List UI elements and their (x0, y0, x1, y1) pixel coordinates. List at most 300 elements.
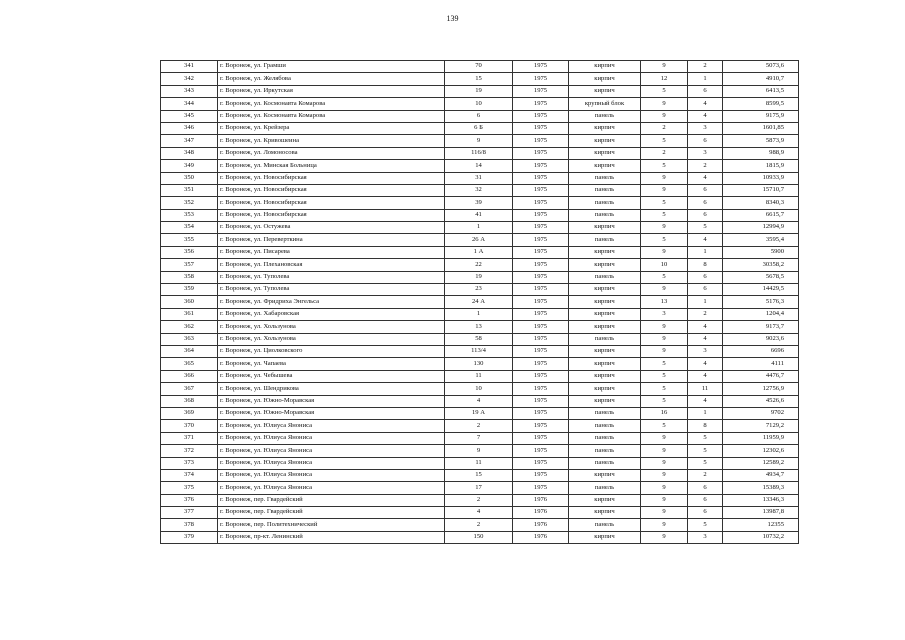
table-row (161, 457, 799, 469)
row-number-cell: 356 (161, 246, 218, 258)
address-cell: г. Воронеж, ул. Крейзера (218, 122, 445, 134)
table-row (161, 395, 799, 407)
row-number-cell: 341 (161, 61, 218, 73)
house-number-cell: 6 (445, 110, 513, 122)
address-cell: г. Воронеж, ул. Остужева (218, 222, 445, 234)
row-number-cell: 363 (161, 333, 218, 345)
area-cell: 10933,9 (723, 172, 799, 184)
floors-cell: 5 (641, 197, 688, 209)
house-number-cell: 11 (445, 457, 513, 469)
address-cell: г. Воронеж, пр-кт. Ленинский (218, 531, 445, 543)
year-cell: 1975 (513, 271, 569, 283)
material-cell: панель (569, 209, 641, 221)
house-number-cell: 70 (445, 61, 513, 73)
address-cell: г. Воронеж, ул. Хабаровская (218, 308, 445, 320)
address-cell: г. Воронеж, пер. Гвардейский (218, 507, 445, 519)
material-cell: панель (569, 271, 641, 283)
table-row (161, 61, 799, 73)
table-row (161, 110, 799, 122)
address-cell: г. Воронеж, ул. Циолковского (218, 345, 445, 357)
table-row (161, 209, 799, 221)
area-cell: 15389,3 (723, 482, 799, 494)
year-cell: 1975 (513, 284, 569, 296)
year-cell: 1975 (513, 395, 569, 407)
entrances-cell: 4 (688, 172, 723, 184)
material-cell: кирпич (569, 321, 641, 333)
row-number-cell: 353 (161, 209, 218, 221)
address-cell: г. Воронеж, ул. Хользунова (218, 321, 445, 333)
table-row (161, 147, 799, 159)
table-row (161, 172, 799, 184)
area-cell: 4910,7 (723, 73, 799, 85)
entrances-cell: 2 (688, 61, 723, 73)
year-cell: 1975 (513, 222, 569, 234)
row-number-cell: 375 (161, 482, 218, 494)
house-number-cell: 2 (445, 494, 513, 506)
year-cell: 1975 (513, 308, 569, 320)
entrances-cell: 6 (688, 85, 723, 97)
address-cell: г. Воронеж, ул. Юлиуса Янониса (218, 420, 445, 432)
row-number-cell: 347 (161, 135, 218, 147)
entrances-cell: 6 (688, 284, 723, 296)
material-cell: кирпич (569, 284, 641, 296)
address-cell: г. Воронеж, ул. Новосибирская (218, 197, 445, 209)
year-cell: 1975 (513, 73, 569, 85)
area-cell: 9175,9 (723, 110, 799, 122)
housing-registry-table (160, 60, 799, 544)
year-cell: 1975 (513, 197, 569, 209)
floors-cell: 5 (641, 271, 688, 283)
row-number-cell: 360 (161, 296, 218, 308)
table-row (161, 407, 799, 419)
address-cell: г. Воронеж, ул. Туполева (218, 284, 445, 296)
floors-cell: 9 (641, 507, 688, 519)
house-number-cell: 17 (445, 482, 513, 494)
year-cell: 1976 (513, 519, 569, 531)
house-number-cell: 22 (445, 259, 513, 271)
area-cell: 12994,9 (723, 222, 799, 234)
table-row (161, 469, 799, 481)
row-number-cell: 358 (161, 271, 218, 283)
row-number-cell: 351 (161, 184, 218, 196)
material-cell: кирпич (569, 345, 641, 357)
area-cell: 6615,7 (723, 209, 799, 221)
house-number-cell: 4 (445, 507, 513, 519)
table-row (161, 73, 799, 85)
house-number-cell: 150 (445, 531, 513, 543)
floors-cell: 5 (641, 160, 688, 172)
address-cell: г. Воронеж, ул. Юлиуса Янониса (218, 469, 445, 481)
year-cell: 1975 (513, 135, 569, 147)
row-number-cell: 346 (161, 122, 218, 134)
table-row (161, 432, 799, 444)
area-cell: 14429,5 (723, 284, 799, 296)
house-number-cell: 1 А (445, 246, 513, 258)
year-cell: 1975 (513, 482, 569, 494)
table-row (161, 271, 799, 283)
material-cell: кирпич (569, 122, 641, 134)
entrances-cell: 5 (688, 457, 723, 469)
house-number-cell: 19 А (445, 407, 513, 419)
floors-cell: 16 (641, 407, 688, 419)
material-cell: панель (569, 519, 641, 531)
entrances-cell: 6 (688, 197, 723, 209)
floors-cell: 9 (641, 246, 688, 258)
house-number-cell: 15 (445, 73, 513, 85)
row-number-cell: 355 (161, 234, 218, 246)
entrances-cell: 8 (688, 420, 723, 432)
address-cell: г. Воронеж, ул. Плехановская (218, 259, 445, 271)
area-cell: 15710,7 (723, 184, 799, 196)
year-cell: 1975 (513, 110, 569, 122)
table-row (161, 122, 799, 134)
table-row (161, 321, 799, 333)
table-row (161, 222, 799, 234)
entrances-cell: 1 (688, 73, 723, 85)
material-cell: кирпич (569, 73, 641, 85)
floors-cell: 9 (641, 321, 688, 333)
entrances-cell: 2 (688, 469, 723, 481)
material-cell: панель (569, 482, 641, 494)
year-cell: 1975 (513, 246, 569, 258)
house-number-cell: 10 (445, 383, 513, 395)
area-cell: 12756,9 (723, 383, 799, 395)
address-cell: г. Воронеж, ул. Новосибирская (218, 172, 445, 184)
house-number-cell: 113/4 (445, 345, 513, 357)
year-cell: 1975 (513, 469, 569, 481)
year-cell: 1975 (513, 445, 569, 457)
house-number-cell: 32 (445, 184, 513, 196)
address-cell: г. Воронеж, ул. Иркутская (218, 85, 445, 97)
house-number-cell: 130 (445, 358, 513, 370)
material-cell: кирпич (569, 370, 641, 382)
address-cell: г. Воронеж, ул. Южно-Моравская (218, 395, 445, 407)
house-number-cell: 41 (445, 209, 513, 221)
material-cell: панель (569, 184, 641, 196)
table-row (161, 345, 799, 357)
address-cell: г. Воронеж, ул. Космонавта Комарова (218, 98, 445, 110)
address-cell: г. Воронеж, ул. Космонавта Комарова (218, 110, 445, 122)
entrances-cell: 3 (688, 147, 723, 159)
house-number-cell: 58 (445, 333, 513, 345)
table-row (161, 246, 799, 258)
row-number-cell: 366 (161, 370, 218, 382)
year-cell: 1976 (513, 507, 569, 519)
entrances-cell: 4 (688, 358, 723, 370)
entrances-cell: 1 (688, 246, 723, 258)
floors-cell: 5 (641, 234, 688, 246)
house-number-cell: 39 (445, 197, 513, 209)
year-cell: 1975 (513, 98, 569, 110)
material-cell: кирпич (569, 147, 641, 159)
floors-cell: 2 (641, 147, 688, 159)
house-number-cell: 9 (445, 135, 513, 147)
floors-cell: 5 (641, 85, 688, 97)
house-number-cell: 9 (445, 445, 513, 457)
house-number-cell: 1 (445, 222, 513, 234)
year-cell: 1975 (513, 358, 569, 370)
row-number-cell: 369 (161, 407, 218, 419)
floors-cell: 9 (641, 172, 688, 184)
row-number-cell: 371 (161, 432, 218, 444)
floors-cell: 12 (641, 73, 688, 85)
entrances-cell: 4 (688, 110, 723, 122)
floors-cell: 9 (641, 110, 688, 122)
house-number-cell: 10 (445, 98, 513, 110)
table-row (161, 370, 799, 382)
entrances-cell: 4 (688, 98, 723, 110)
area-cell: 12589,2 (723, 457, 799, 469)
row-number-cell: 370 (161, 420, 218, 432)
area-cell: 988,9 (723, 147, 799, 159)
area-cell: 3595,4 (723, 234, 799, 246)
table-row (161, 420, 799, 432)
year-cell: 1975 (513, 172, 569, 184)
table-row (161, 482, 799, 494)
year-cell: 1975 (513, 61, 569, 73)
area-cell: 5678,5 (723, 271, 799, 283)
floors-cell: 5 (641, 370, 688, 382)
table-body (161, 61, 799, 544)
house-number-cell: 11 (445, 370, 513, 382)
house-number-cell: 26 А (445, 234, 513, 246)
row-number-cell: 368 (161, 395, 218, 407)
address-cell: г. Воронеж, ул. Грамши (218, 61, 445, 73)
entrances-cell: 4 (688, 234, 723, 246)
floors-cell: 9 (641, 494, 688, 506)
address-cell: г. Воронеж, ул. Переверткина (218, 234, 445, 246)
floors-cell: 5 (641, 395, 688, 407)
year-cell: 1975 (513, 383, 569, 395)
floors-cell: 9 (641, 482, 688, 494)
house-number-cell: 14 (445, 160, 513, 172)
year-cell: 1976 (513, 531, 569, 543)
floors-cell: 9 (641, 184, 688, 196)
row-number-cell: 357 (161, 259, 218, 271)
year-cell: 1975 (513, 370, 569, 382)
table-row (161, 333, 799, 345)
address-cell: г. Воронеж, ул. Новосибирская (218, 209, 445, 221)
address-cell: г. Воронеж, ул. Южно-Моравская (218, 407, 445, 419)
area-cell: 12302,6 (723, 445, 799, 457)
floors-cell: 5 (641, 420, 688, 432)
year-cell: 1975 (513, 296, 569, 308)
material-cell: кирпич (569, 296, 641, 308)
table-row (161, 445, 799, 457)
entrances-cell: 4 (688, 321, 723, 333)
material-cell: кирпич (569, 308, 641, 320)
material-cell: кирпич (569, 246, 641, 258)
entrances-cell: 4 (688, 370, 723, 382)
row-number-cell: 361 (161, 308, 218, 320)
table-row (161, 135, 799, 147)
area-cell: 11959,9 (723, 432, 799, 444)
row-number-cell: 349 (161, 160, 218, 172)
table-row (161, 519, 799, 531)
year-cell: 1975 (513, 407, 569, 419)
area-cell: 30358,2 (723, 259, 799, 271)
year-cell: 1975 (513, 160, 569, 172)
house-number-cell: 6 Б (445, 122, 513, 134)
floors-cell: 3 (641, 308, 688, 320)
year-cell: 1975 (513, 259, 569, 271)
address-cell: г. Воронеж, ул. Чебышева (218, 370, 445, 382)
address-cell: г. Воронеж, ул. Юлиуса Янониса (218, 457, 445, 469)
year-cell: 1975 (513, 333, 569, 345)
address-cell: г. Воронеж, ул. Ломоносова (218, 147, 445, 159)
table-row (161, 259, 799, 271)
material-cell: кирпич (569, 259, 641, 271)
address-cell: г. Воронеж, ул. Юлиуса Янониса (218, 432, 445, 444)
year-cell: 1975 (513, 420, 569, 432)
area-cell: 4934,7 (723, 469, 799, 481)
area-cell: 4526,6 (723, 395, 799, 407)
floors-cell: 9 (641, 457, 688, 469)
entrances-cell: 4 (688, 395, 723, 407)
material-cell: панель (569, 445, 641, 457)
material-cell: кирпич (569, 160, 641, 172)
house-number-cell: 7 (445, 432, 513, 444)
row-number-cell: 359 (161, 284, 218, 296)
address-cell: г. Воронеж, ул. Писарева (218, 246, 445, 258)
floors-cell: 9 (641, 222, 688, 234)
entrances-cell: 2 (688, 160, 723, 172)
material-cell: кирпич (569, 383, 641, 395)
year-cell: 1975 (513, 432, 569, 444)
material-cell: кирпич (569, 135, 641, 147)
area-cell: 5073,6 (723, 61, 799, 73)
area-cell: 1815,9 (723, 160, 799, 172)
area-cell: 5873,9 (723, 135, 799, 147)
material-cell: кирпич (569, 358, 641, 370)
row-number-cell: 372 (161, 445, 218, 457)
row-number-cell: 373 (161, 457, 218, 469)
floors-cell: 9 (641, 469, 688, 481)
row-number-cell: 376 (161, 494, 218, 506)
row-number-cell: 377 (161, 507, 218, 519)
house-number-cell: 2 (445, 420, 513, 432)
entrances-cell: 3 (688, 122, 723, 134)
row-number-cell: 343 (161, 85, 218, 97)
table-row (161, 184, 799, 196)
entrances-cell: 8 (688, 259, 723, 271)
material-cell: крупный блок (569, 98, 641, 110)
material-cell: кирпич (569, 507, 641, 519)
floors-cell: 9 (641, 345, 688, 357)
house-number-cell: 23 (445, 284, 513, 296)
floors-cell: 9 (641, 333, 688, 345)
house-number-cell: 4 (445, 395, 513, 407)
material-cell: панель (569, 432, 641, 444)
row-number-cell: 350 (161, 172, 218, 184)
area-cell: 8340,3 (723, 197, 799, 209)
area-cell: 9173,7 (723, 321, 799, 333)
row-number-cell: 342 (161, 73, 218, 85)
table-row (161, 358, 799, 370)
area-cell: 1204,4 (723, 308, 799, 320)
entrances-cell: 5 (688, 445, 723, 457)
floors-cell: 9 (641, 531, 688, 543)
floors-cell: 9 (641, 445, 688, 457)
year-cell: 1975 (513, 345, 569, 357)
floors-cell: 5 (641, 209, 688, 221)
table-row (161, 531, 799, 543)
floors-cell: 2 (641, 122, 688, 134)
year-cell: 1975 (513, 147, 569, 159)
entrances-cell: 6 (688, 184, 723, 196)
table-row (161, 85, 799, 97)
table-row (161, 507, 799, 519)
floors-cell: 9 (641, 98, 688, 110)
material-cell: кирпич (569, 85, 641, 97)
table-row (161, 383, 799, 395)
year-cell: 1975 (513, 122, 569, 134)
entrances-cell: 5 (688, 519, 723, 531)
row-number-cell: 367 (161, 383, 218, 395)
material-cell: панель (569, 407, 641, 419)
material-cell: кирпич (569, 531, 641, 543)
area-cell: 9702 (723, 407, 799, 419)
area-cell: 9023,6 (723, 333, 799, 345)
address-cell: г. Воронеж, ул. Шендрикова (218, 383, 445, 395)
address-cell: г. Воронеж, пер. Политехнический (218, 519, 445, 531)
floors-cell: 13 (641, 296, 688, 308)
year-cell: 1975 (513, 321, 569, 333)
row-number-cell: 344 (161, 98, 218, 110)
floors-cell: 5 (641, 135, 688, 147)
row-number-cell: 365 (161, 358, 218, 370)
area-cell: 13346,3 (723, 494, 799, 506)
material-cell: кирпич (569, 469, 641, 481)
table-row (161, 197, 799, 209)
row-number-cell: 379 (161, 531, 218, 543)
area-cell: 8599,5 (723, 98, 799, 110)
floors-cell: 9 (641, 432, 688, 444)
year-cell: 1975 (513, 184, 569, 196)
address-cell: г. Воронеж, ул. Желябова (218, 73, 445, 85)
floors-cell: 9 (641, 61, 688, 73)
area-cell: 4476,7 (723, 370, 799, 382)
year-cell: 1975 (513, 209, 569, 221)
address-cell: г. Воронеж, ул. Новосибирская (218, 184, 445, 196)
entrances-cell: 11 (688, 383, 723, 395)
area-cell: 5176,3 (723, 296, 799, 308)
year-cell: 1975 (513, 234, 569, 246)
row-number-cell: 362 (161, 321, 218, 333)
floors-cell: 9 (641, 519, 688, 531)
area-cell: 1601,85 (723, 122, 799, 134)
area-cell: 6413,5 (723, 85, 799, 97)
table-row (161, 160, 799, 172)
floors-cell: 10 (641, 259, 688, 271)
table-row (161, 308, 799, 320)
entrances-cell: 3 (688, 345, 723, 357)
material-cell: кирпич (569, 395, 641, 407)
house-number-cell: 24 А (445, 296, 513, 308)
entrances-cell: 5 (688, 222, 723, 234)
row-number-cell: 352 (161, 197, 218, 209)
page-number: 139 (446, 14, 459, 23)
entrances-cell: 1 (688, 296, 723, 308)
row-number-cell: 354 (161, 222, 218, 234)
house-number-cell: 19 (445, 85, 513, 97)
address-cell: г. Воронеж, ул. Фридриха Энгельса (218, 296, 445, 308)
material-cell: панель (569, 172, 641, 184)
address-cell: г. Воронеж, ул. Кривошеина (218, 135, 445, 147)
floors-cell: 5 (641, 383, 688, 395)
address-cell: г. Воронеж, пер. Гвардейский (218, 494, 445, 506)
area-cell: 12355 (723, 519, 799, 531)
